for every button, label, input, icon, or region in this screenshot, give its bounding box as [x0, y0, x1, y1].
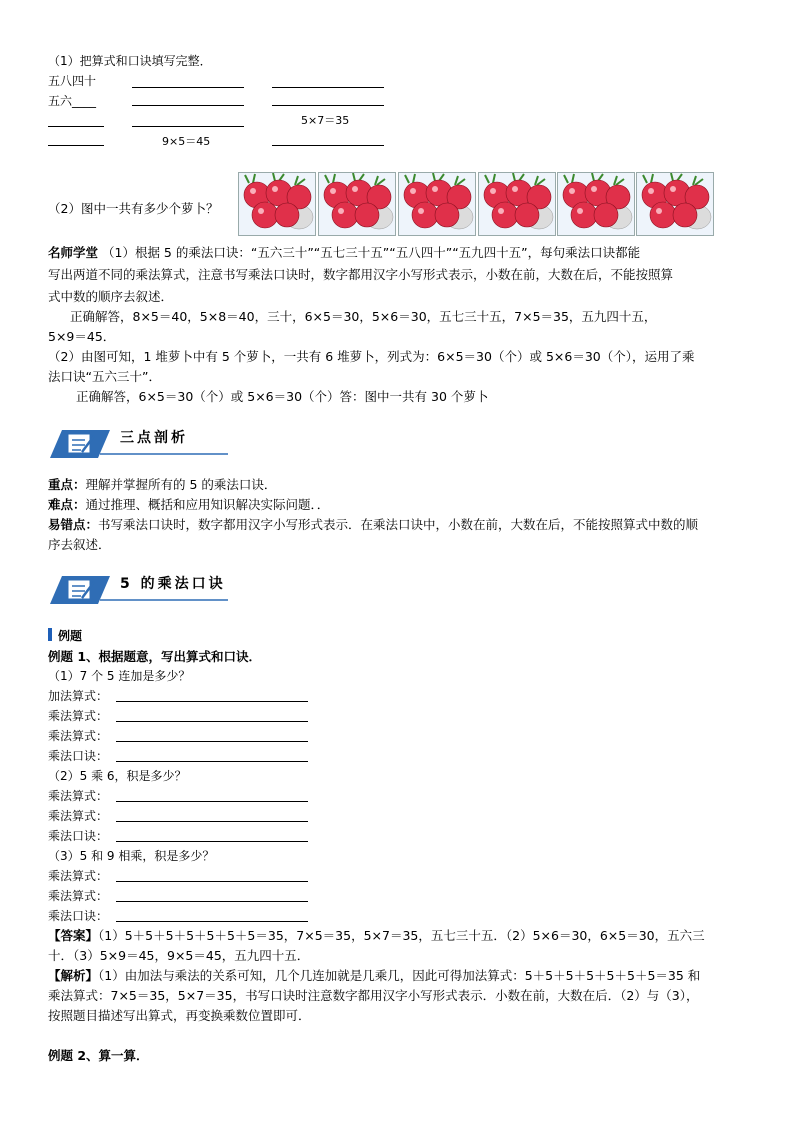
mul-label: 乘法算式：: [48, 869, 109, 883]
key-point: [48, 474, 748, 496]
radish-pile: [478, 172, 556, 236]
analysis-text: （1）由加法与乘法的关系可知，几个几连加就是几乘几，因此可得加法算式：5＋5＋5＋5＋5＋5＋5＝35 和: [98, 968, 701, 983]
radish-pile: [636, 172, 714, 236]
mul-label: 乘法算式：: [48, 729, 109, 743]
answer-blank[interactable]: [116, 801, 308, 802]
answer-blank[interactable]: [116, 921, 308, 922]
radish-pile: [318, 172, 396, 236]
teacher-text: （1）根据 5 的乘法口诀：“五六三十”“五七三十五”“五八四十”“五九四十五”，每句乘法口诀都能: [102, 245, 641, 260]
section-banner-rhyme: [48, 570, 228, 604]
error-text: 书写乘法口诀时，数字都用汉字小写形式表示．在乘法口诀中，小数在前，大数在后，不能按照算式中数的顺: [98, 517, 699, 532]
q2-prompt: （2）图中一共有多少个萝卜？: [48, 201, 219, 216]
q1-equation-3: 5×7＝35: [301, 114, 350, 127]
answer-line-1: [48, 925, 748, 947]
teacher-line-2: 写出两道不同的乘法算式，注意书写乘法口诀时，数字都用汉字小写形式表示，小数在前，大数在后，不能按照算: [48, 267, 674, 282]
teacher-line-6: （2）由图可知，1 堆萝卜中有 5 个萝卜，一共有 6 堆萝卜，列式为：6×5＝30（个）或 5×6＝30（个），运用了乘: [48, 349, 695, 364]
analysis-label: 【解析】: [48, 968, 99, 983]
answer-blank[interactable]: [116, 741, 308, 742]
error-point: [48, 514, 748, 536]
part3-question: （3）5 和 9 相乘，积是多少？: [48, 849, 215, 863]
difficulty-text: 通过推理、概括和应用知识解决实际问题．．: [85, 497, 330, 512]
teacher-line-3: 式中数的顺序去叙述．: [48, 289, 174, 304]
rhyme-label: 乘法口诀：: [48, 829, 109, 843]
answer-blank[interactable]: [116, 721, 308, 722]
radish-pile: [238, 172, 316, 236]
section-title: 三点剖析: [120, 430, 188, 446]
mul-label: 乘法算式：: [48, 809, 109, 823]
error-point-cont: 序去叙述．: [48, 537, 111, 552]
mul-label: 乘法算式：: [48, 789, 109, 803]
key-text: 理解并掌握所有的 5 的乘法口诀．: [85, 477, 277, 492]
key-label: 重点：: [48, 477, 86, 492]
rhyme-label: 乘法口诀：: [48, 909, 109, 923]
example2-title: 例题 2、算一算．: [48, 1048, 149, 1063]
q1-blank[interactable]: [132, 87, 244, 88]
answer-blank[interactable]: [116, 821, 308, 822]
q1-rhyme-2: 五六____: [48, 94, 97, 108]
teacher-line-8: 正确解答，6×5＝30（个）或 5×6＝30（个）答：图中一共有 30 个萝卜: [76, 389, 489, 404]
rhyme-label: 乘法口诀：: [48, 749, 109, 763]
q1-blank[interactable]: [272, 145, 384, 146]
q1-equation-4: 9×5＝45: [162, 135, 211, 148]
add-label: 加法算式：: [48, 689, 109, 703]
q1-blank[interactable]: [48, 126, 104, 127]
section-title: 5 的乘法口诀: [120, 576, 226, 592]
q1-rhyme-1: 五八四十: [48, 74, 97, 88]
examples-heading: 例题: [58, 629, 83, 643]
q1-blank[interactable]: [272, 87, 384, 88]
error-label: 易错点：: [48, 517, 99, 532]
part2-question: （2）5 乘 6，积是多少？: [48, 769, 187, 783]
analysis-line-3: 按照题目描述写出算式，再变换乘数位置即可．: [48, 1008, 311, 1023]
analysis-line-1: [48, 965, 748, 987]
mul-label: 乘法算式：: [48, 709, 109, 723]
mul-label: 乘法算式：: [48, 889, 109, 903]
q1-blank[interactable]: [48, 145, 104, 146]
radish-pile: [398, 172, 476, 236]
answer-blank[interactable]: [116, 881, 308, 882]
q1-instruction: （1）把算式和口诀填写完整．: [48, 54, 212, 68]
analysis-line-2: 乘法算式：7×5＝35，5×7＝35，书写口诀时注意数字都用汉字小写形式表示．小数在前，大数在后．（2）与（3），: [48, 988, 699, 1003]
radish-pile: [557, 172, 635, 236]
example1-title-text: 例题 1、根据题意，写出算式和口诀．: [48, 649, 262, 664]
teacher-line-7: 法口诀“五六三十”．: [48, 369, 161, 384]
difficulty-label: 难点：: [48, 497, 86, 512]
difficulty-point: [48, 494, 748, 516]
example1-title: [48, 647, 261, 665]
answer-label: 【答案】: [48, 928, 99, 943]
answer-blank[interactable]: [116, 761, 308, 762]
q1-blank[interactable]: [132, 126, 244, 127]
answer-blank[interactable]: [116, 901, 308, 902]
teacher-label: 名师学堂: [48, 245, 99, 260]
section-banner-analysis: [48, 424, 228, 458]
answer-line-2: 十．（3）5×9＝45，9×5＝45，五九四十五．: [48, 948, 310, 963]
q1-blank[interactable]: [272, 105, 384, 106]
answer-text: （1）5＋5＋5＋5＋5＋5＋5＝35，7×5＝35，5×7＝35，五七三十五．（2）5×6＝30，6×5＝30，五六三: [98, 928, 705, 943]
q1-blank[interactable]: [132, 105, 244, 106]
teacher-line-4: 正确解答，8×5＝40，5×8＝40，三十，6×5＝30，5×6＝30，五七三十五，7×5＝35，五九四十五，: [70, 309, 657, 324]
teacher-line-5: 5×9＝45．: [48, 329, 116, 344]
heading-marker: [48, 628, 52, 641]
answer-blank[interactable]: [116, 701, 308, 702]
answer-blank[interactable]: [116, 841, 308, 842]
teacher-line-1: [48, 242, 748, 264]
part1-question: （1）7 个 5 连加是多少？: [48, 669, 191, 683]
